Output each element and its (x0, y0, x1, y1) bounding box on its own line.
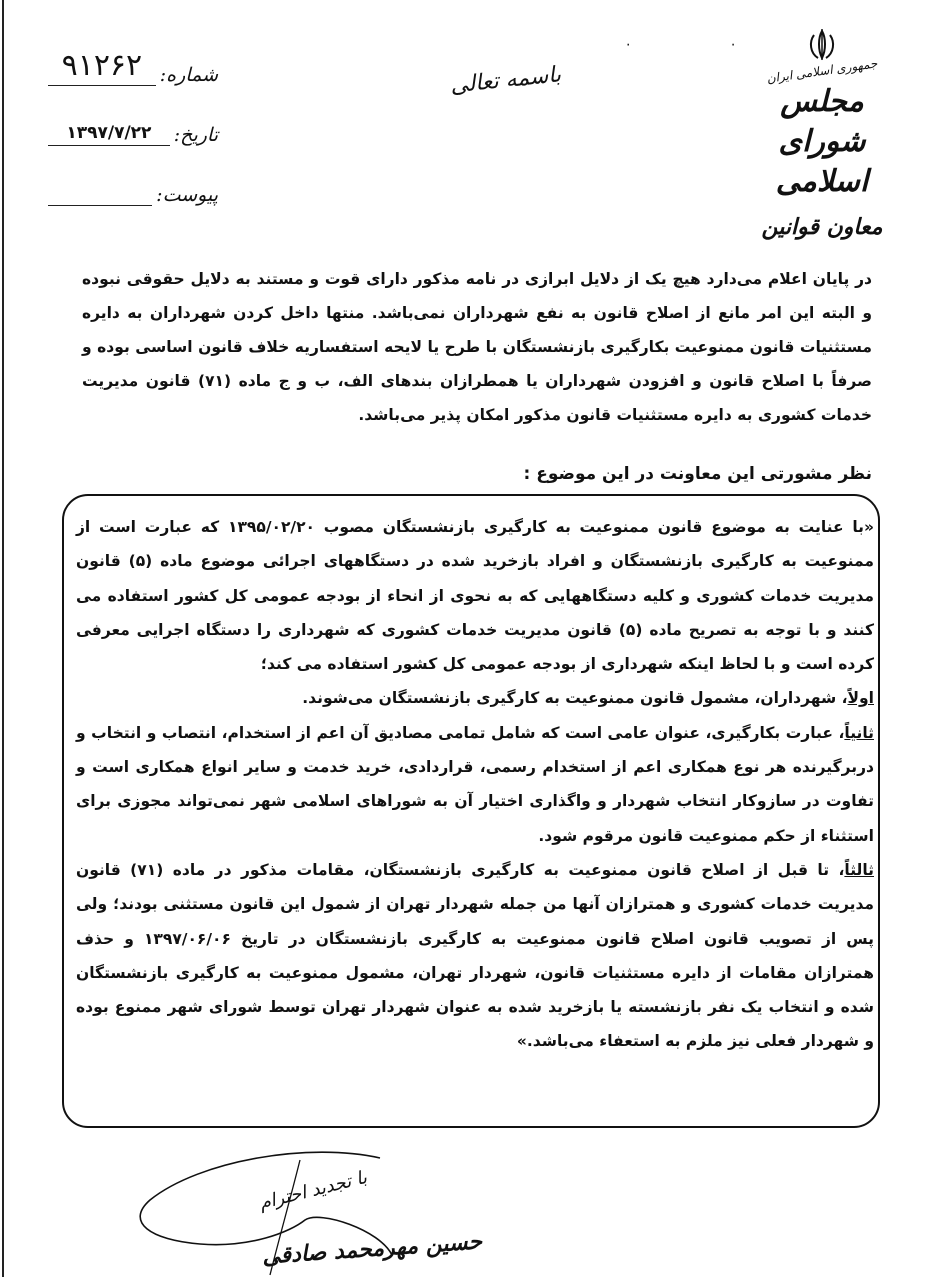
date-value: ۱۳۹۷/۷/۲۲ (48, 123, 170, 146)
opinion-preamble: «با عنایت به موضوع قانون ممنوعیت به کارگیری بازنشستگان مصوب ۱۳۹۵/۰۲/۲۰ که عبارت است از ممنوعیت به کارگیری بازنشستگان و افراد بازخرید شده در دستگاههای اجرائی موضوع ماده (۵) قانون مدیریت خدمات کشوری و کلیه دستگاههایی که به نحوی از انحاء از بودجه عمومی کل کشور استفاده می کنند و با توجه به تصریح ماده (۵) قانون مدیریت خدمات کشوری که شهرداری را دستگاه اجرایی معرفی کرده است و با لحاظ اینکه شهرداری از بودجه عمومی کل کشور استفاده می کند؛ (76, 518, 874, 674)
page-edge-line (2, 0, 4, 1277)
point-1-text: ، شهرداران، مشمول قانون ممنوعیت به کارگیری بازنشستگان می‌شوند. (302, 689, 848, 708)
point-2-label: ثانیاً (844, 723, 874, 742)
number-value: ۹۱۲۶۲ (48, 48, 156, 86)
date-label: تاریخ: (173, 124, 218, 146)
point-3-text: ، تا قبل از اصلاح قانون ممنوعیت به کارگیری بازنشستگان، مقامات مذکور در ماده (۷۱) قانون مدیریت خدمات کشوری و همترازان آنها من جمله شهردار تهران از شمول این قانون مستثنی بودند؛ ولی پس از تصویب قانون اصلاح قانون ممنوعیت به کارگیری بازنشستگان در تاریخ ۱۳۹۷/۰۶/۰۶ و حذف همترازان مقامات از دایره مستثنیات قانون، شهردار تهران، مشمول ممنوعیت به کارگیری بازنشستگان شده و انتخاب یک نفر بازنشسته یا بازخرید شده به عنوان شهردار تهران توسط شورای شهر ممنوع بوده و شهردار فعلی نیز ملزم به استعفاء می‌باشد.» (76, 860, 874, 1051)
attachment-value (48, 203, 152, 206)
opinion-body (76, 510, 874, 1059)
opinion-heading: نظر مشورتی این معاونت در این موضوع : (523, 464, 872, 484)
point-3-label: ثالثاً (844, 860, 874, 879)
closing-regards: با تجدید احترام (257, 1166, 370, 1215)
republic-text: جمهوری اسلامی ایران (765, 56, 879, 86)
parliament-logotype: مجلس شورای اسلامی (775, 84, 869, 199)
letter-metadata (48, 26, 218, 206)
attachment-label: پیوست: (156, 184, 218, 206)
basmala: باسمه تعالی (448, 62, 563, 99)
attachment-row (48, 146, 218, 206)
letterhead (737, 28, 907, 240)
signer-name: حسین مهرمحمد صادقی (261, 1228, 483, 1270)
point-2-text: ، عبارت بکارگیری، عنوان عامی است که شامل تمامی مصادیق آن اعم از استخدام، انتصاب و انتخاب و دربرگیرنده هر نوع همکاری اعم از استخدام رسمی، قراردادی، خرید خدمت و سایر انواع همکاری است و تفاوت در سازوکار انتخاب شهردار و واگذاری اختیار آن به شوراهای اسلامی شهر نمی‌تواند مجوزی برای استثناء از حکم ممنوعیت قانون مرقوم شود. (76, 723, 874, 845)
date-row (48, 86, 218, 146)
iran-emblem-icon (805, 28, 839, 62)
ink-marks: ‧ ‧ (626, 38, 784, 54)
opinion-point-3 (76, 853, 874, 1059)
number-label: شماره: (159, 64, 218, 86)
opinion-point-1 (76, 681, 874, 715)
deputy-title: معاون قوانین (761, 214, 883, 240)
intro-paragraph: در پایان اعلام می‌دارد هیچ یک از دلایل ابرازی در نامه مذکور دارای قوت و مستند به دلایل حقوقی نبوده و البته این امر مانع از اصلاح قانون به نفع شهرداران نمی‌باشد. منتها داخل کردن شهرداران به دایره مستثنیات قانون ممنوعیت بکارگیری بازنشستگان با طرح یا لایحه استفساریه خلاف قانون اساسی بوده و صرفاً با اصلاح قانون و افزودن شهرداران یا همطرازان بندهای الف، ب و ج ماده (۷۱) قانون مدیریت خدمات کشوری به دایره مستثنیات قانون مذکور امکان پذیر می‌باشد. (82, 270, 872, 424)
number-row (48, 26, 218, 86)
opinion-point-2 (76, 716, 874, 853)
point-1-label: اولاً (847, 689, 874, 708)
